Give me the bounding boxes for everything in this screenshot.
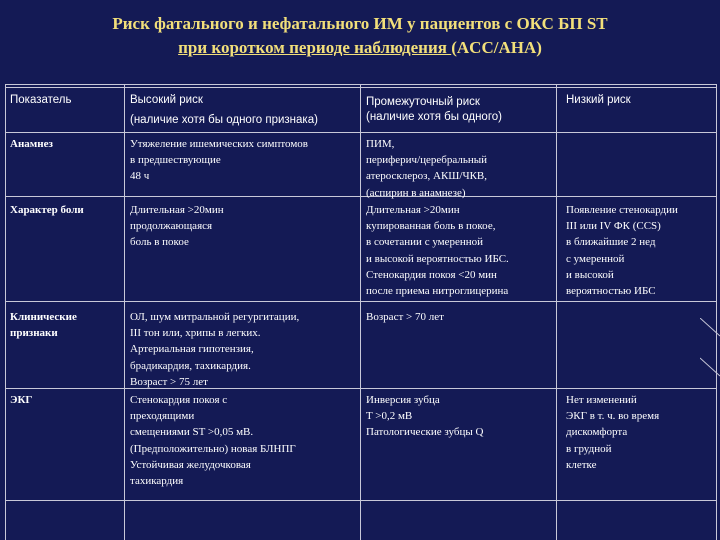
- title-line-2-underlined: при коротком периоде наблюдения: [178, 38, 452, 57]
- header-indicator: Показатель: [10, 94, 72, 106]
- cell-pain-low: Появление стенокардии III или IV ФК (CCS) в ближайшие 2 нед с умеренной и высокой вероятностью ИБС: [566, 204, 678, 298]
- decorative-diagonal-lines: [700, 318, 720, 378]
- grid-line: [556, 84, 557, 540]
- header-low-risk: Низкий риск: [566, 94, 631, 106]
- grid-line: [5, 84, 6, 540]
- cell-clinical-high: ОЛ, шум митральной регургитации, III тон или, хрипы в легких. Артериальная гипотензия, брадикардия, тахикардия. Возраст > 75 лет: [130, 311, 300, 388]
- header-high-risk-note: (наличие хотя бы одного признака): [130, 114, 318, 126]
- cell-history-high: Утяжеление ишемических симптомов в предшествующие 48 ч: [130, 138, 308, 183]
- cell-ecg-low: Нет изменений ЭКГ в т. ч. во время дискомфорта в грудной клетке: [566, 394, 660, 471]
- grid-line: [124, 84, 125, 540]
- grid-line: [5, 132, 717, 133]
- grid-line: [716, 84, 717, 540]
- grid-line: [5, 196, 717, 197]
- header-intermediate-risk-note: (наличие хотя бы одного): [366, 111, 502, 123]
- row-label-history: Анамнез: [10, 138, 53, 150]
- cell-ecg-intermediate: Инверсия зубца T >0,2 мВ Патологические зубцы Q: [366, 394, 484, 439]
- title-line-2-suffix: (ACC/AHA): [451, 38, 542, 57]
- grid-line: [5, 500, 717, 501]
- header-intermediate-risk: Промежуточный риск: [366, 96, 480, 108]
- grid-line: [5, 301, 717, 302]
- row-label-clinical: Клинические признаки: [10, 311, 77, 340]
- cell-pain-intermediate: Длительная >20мин купированная боль в покое, в сочетании с умеренной и высокой вероятностью ИБС. Стенокардия покоя <20 мин после приема нитроглицерина: [366, 204, 509, 298]
- grid-line: [360, 84, 361, 540]
- cell-ecg-high: Стенокардия покоя с преходящими смещениями ST >0,05 мВ. (Предположительно) новая БЛНПГ Устойчивая желудочковая тахикардия: [130, 394, 296, 488]
- grid-line: [5, 87, 717, 88]
- cell-clinical-intermediate: Возраст > 70 лет: [366, 311, 444, 323]
- row-label-ecg: ЭКГ: [10, 394, 33, 406]
- title-line-1: Риск фатального и нефатального ИМ у пациентов с ОКС БП ST: [112, 14, 608, 33]
- header-high-risk: Высокий риск: [130, 94, 203, 106]
- cell-history-intermediate: ПИМ, периферич/церебральный атеросклероз, АКШ/ЧКВ, (аспирин в анамнезе): [366, 138, 488, 199]
- grid-line: [5, 388, 717, 389]
- grid-line: [5, 84, 717, 85]
- cell-pain-high: Длительная >20мин продолжающаяся боль в покое: [130, 204, 224, 249]
- row-label-pain: Характер боли: [10, 204, 84, 216]
